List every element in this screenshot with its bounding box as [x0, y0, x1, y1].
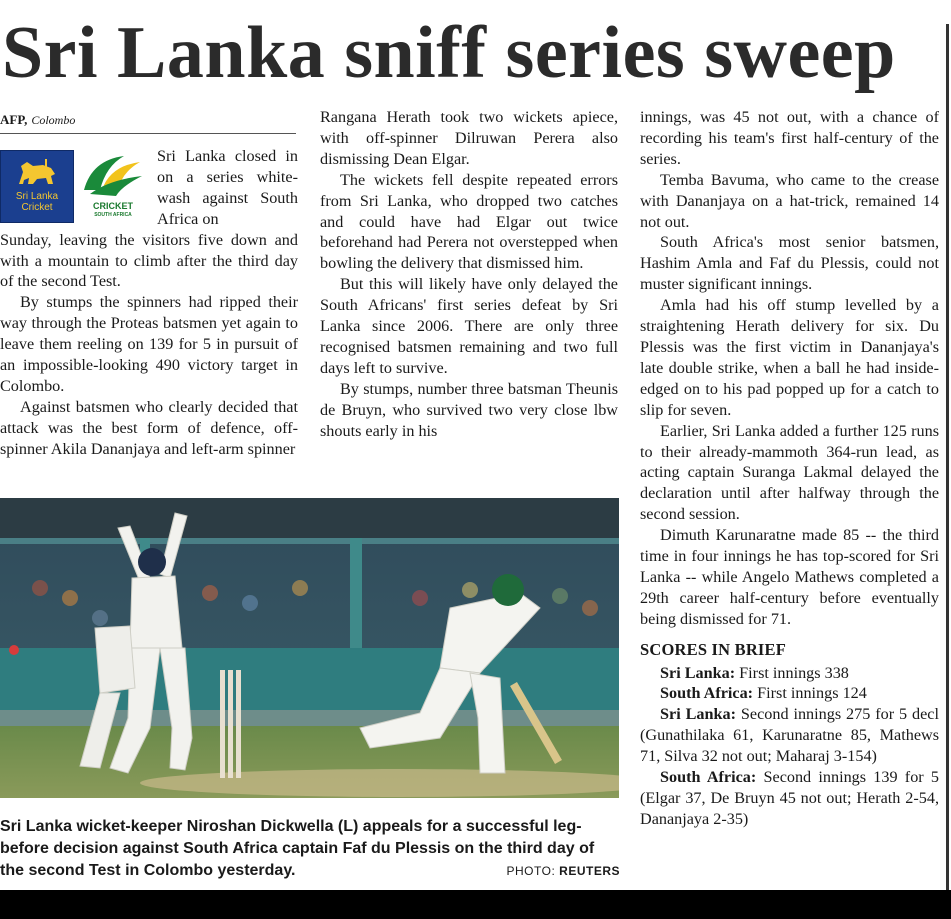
column-rule	[946, 24, 949, 892]
col2-paragraph-1: Rangana Herath took two wickets apiece, with off-spinner Dilruwan Perera also dismissing Dean Elgar.	[320, 108, 618, 168]
score-line: Sri Lanka: First innings 338	[660, 663, 849, 682]
col2-paragraph-4: By stumps, number three batsman Theunis de Bruyn, who survived two very close lbw shouts early in his	[320, 379, 618, 440]
sl-logo-line1: Sri Lanka	[15, 191, 59, 202]
col3-paragraph-5: Earlier, Sri Lanka added a further 125 runs to their already-mammoth 364-run lead, as acting captain Suranga Lakmal delayed the declaration until after halfway through the second session.	[640, 421, 939, 524]
csa-logo-line2: SOUTH AFRICA	[94, 212, 132, 218]
col3-paragraph-1: innings, was 45 not out, with a chance of recording his team's first half-century of the series.	[640, 108, 939, 168]
sl-logo-line2: Cricket	[21, 202, 53, 213]
article-column-2	[320, 107, 618, 442]
cricket-photo	[0, 498, 619, 798]
score-line: South Africa: Second innings 139 for 5 (Elgar 37, De Bruyn 45 not out; Herath 2-54, Dananjaya 2-35)	[640, 768, 939, 828]
byline-agency: AFP,	[0, 112, 28, 127]
col2-paragraph-3: But this will likely have only delayed the South Africans' first series defeat by Sri Lanka since 2006. There are only three recognised batsmen remaining and two full days left to survive.	[320, 275, 618, 377]
col3-paragraph-4: Amla had his off stump levelled by a straightening Herath delivery for six. Du Plessis was the first victim in Dananjaya's late double strike, when a ball he had inside-edged on to his pad popped up for a catch to slip for seven.	[640, 296, 939, 419]
col1-paragraph-1b: Sunday, leaving the visitors five down and with a mountain to climb after the third day of the second Test.	[0, 230, 298, 291]
bottom-bar	[0, 890, 951, 919]
scores-heading: SCORES IN BRIEF	[640, 639, 787, 659]
photo-credit: PHOTO: REUTERS	[506, 864, 620, 878]
article-column-1	[0, 146, 298, 460]
col3-paragraph-2: Temba Bavuma, who came to the crease with Dananjaya on a hat-trick, remained 14 not out.	[640, 170, 939, 231]
col3-paragraph-3: South Africa's most senior batsmen, Hashim Amla and Faf du Plessis, could not muster significant innings.	[640, 233, 939, 294]
caption-text: Sri Lanka wicket-keeper Niroshan Dickwella (L) appeals for a successful leg-before decision against South Africa captain Faf du Plessis on the third day of the second Test in Colombo yesterday.	[0, 818, 595, 879]
score-line: South Africa: First innings 124	[660, 684, 867, 703]
photo-caption	[0, 816, 620, 882]
article-column-3	[640, 107, 939, 830]
byline-divider	[0, 133, 296, 134]
col2-paragraph-2: The wickets fell despite repeated errors from Sri Lanka, who dropped two catches and could have had Elgar out twice beforehand had Perera not overstepped when bowling the delivery that dismissed him.	[320, 170, 618, 273]
score-line: Sri Lanka: Second innings 275 for 5 decl (Gunathilaka 61, Karunaratne 85, Mathews 71, Silva 32 not out; Maharaj 3-154)	[640, 705, 939, 766]
byline	[0, 112, 75, 128]
col1-paragraph-2: By stumps the spinners had ripped their way through the Proteas batsmen yet again to leave them reeling on 139 for 5 in pursuit of an impossible-looking 490 victory target in Colombo.	[0, 293, 298, 395]
headline: Sri Lanka sniff series sweep	[2, 12, 896, 94]
byline-location: Colombo	[31, 113, 76, 127]
cricket-photo-illustration	[0, 498, 619, 798]
col1-paragraph-3: Against batsmen who clearly decided that attack was the best form of defence, off-spinner Akila Dananjaya and left-arm spinner	[0, 397, 298, 458]
col3-paragraph-6: Dimuth Karunaratne made 85 -- the third time in four innings he has top-scored for Sri Lanka -- while Angelo Mathews completed a 29th career half-century before eventually being dismissed for 71.	[640, 526, 939, 628]
col1-paragraph-1a: Sri Lanka closed in on a series white-wash against South Africa on	[157, 147, 298, 228]
csa-logo-line1: CRICKET	[93, 201, 133, 211]
